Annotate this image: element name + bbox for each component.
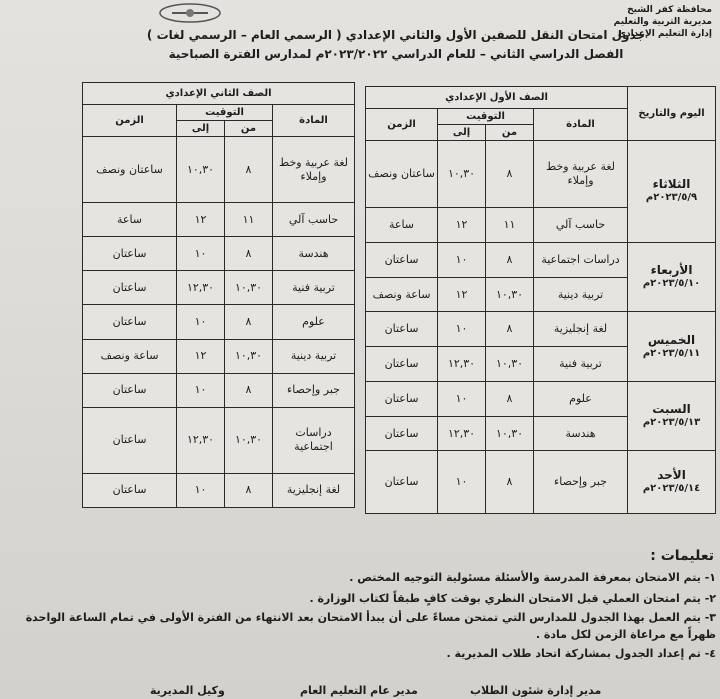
subject-cell: حاسب آلي (534, 208, 628, 243)
duration-cell: ساعتان (83, 407, 177, 473)
table-row (366, 381, 716, 416)
from-cell: ٨ (486, 381, 534, 416)
table-row (83, 137, 355, 203)
table-row (366, 312, 716, 347)
table-row (366, 141, 716, 208)
duration-cell: ساعة ونصف (366, 277, 438, 312)
table-row (83, 305, 355, 339)
day-cell: الأربعاء ٢٠٢٣/٥/١٠م (628, 242, 716, 312)
grade-label: الصف الثاني الإعدادي (83, 83, 355, 105)
subject-cell: حاسب آلي (273, 203, 355, 237)
duration-cell: ساعتان (366, 416, 438, 451)
table-row (83, 237, 355, 271)
from-cell: ١٠,٣٠ (486, 347, 534, 382)
duration-cell: ساعتان (366, 381, 438, 416)
to-cell: ١٢,٣٠ (177, 407, 225, 473)
signature-middle: مدير عام التعليم العام (300, 684, 418, 697)
subject-cell: علوم (534, 381, 628, 416)
instruction-item: ٢- يتم امتحان العملي قبل الامتحان النظري بوقت كافٍ طبقاً لكتاب الوزارة . (309, 592, 716, 605)
duration-cell: ساعتان (83, 473, 177, 507)
from-cell: ١٠,٣٠ (486, 277, 534, 312)
duration-cell: ساعة (83, 203, 177, 237)
subject-cell: تربية دينية (534, 277, 628, 312)
to-cell: ١٢,٣٠ (177, 271, 225, 305)
title-line-2: الفصل الدراسي الثاني – للعام الدراسي ٢٠٢٣/٢٠٢٢م لمدارس الفترة الصباحية (168, 47, 624, 61)
from-cell: ٨ (225, 305, 273, 339)
to-cell: ١٢ (177, 203, 225, 237)
col-to-header: إلى (177, 121, 225, 137)
col-timing-header: التوقيت (177, 105, 273, 121)
from-cell: ١١ (225, 203, 273, 237)
instructions-section (4, 546, 716, 664)
grade2-schedule-table (82, 82, 355, 508)
org-line: محافظة كفر الشيخ (627, 5, 712, 15)
table-row (366, 451, 716, 514)
to-cell: ١٠ (177, 373, 225, 407)
from-cell: ١٠,٣٠ (486, 416, 534, 451)
instruction-item: ٣- يتم العمل بهذا الجدول للمدارس التي تمتحن مساءً على أن يبدأ الامتحان بعد الانتهاء من الفترة الأولى في تمام الساعة الواحدة ظهراً مع مراعاة الزمن لكل مادة . (25, 611, 716, 641)
day-cell: الثلاثاء ٢٠٢٣/٥/٩م (628, 141, 716, 243)
table-row (83, 473, 355, 507)
to-cell: ١٢ (438, 277, 486, 312)
grade1-schedule-table (365, 86, 716, 514)
duration-cell: ساعة ونصف (83, 339, 177, 373)
duration-cell: ساعة (366, 208, 438, 243)
document-title (76, 26, 716, 64)
subject-cell: لغة عربية وخط وإملاء (273, 137, 355, 203)
col-day-header: اليوم والتاريخ (628, 87, 716, 141)
col-duration-header: الزمن (366, 109, 438, 141)
from-cell: ٨ (225, 137, 273, 203)
to-cell: ١٠ (177, 305, 225, 339)
table-row (366, 242, 716, 277)
to-cell: ١٠,٣٠ (177, 137, 225, 203)
org-line: مديرية التربية والتعليم (613, 17, 712, 27)
to-cell: ١٠ (438, 242, 486, 277)
grade-label: الصف الأول الإعدادي (366, 87, 628, 109)
duration-cell: ساعتان (366, 242, 438, 277)
from-cell: ١٠,٣٠ (225, 407, 273, 473)
subject-cell: علوم (273, 305, 355, 339)
subject-cell: هندسة (273, 237, 355, 271)
from-cell: ٨ (486, 141, 534, 208)
to-cell: ١٢,٣٠ (438, 347, 486, 382)
duration-cell: ساعتان (83, 271, 177, 305)
duration-cell: ساعتان (83, 237, 177, 271)
signature-left: وكيل المديرية (150, 684, 225, 697)
table-row (83, 271, 355, 305)
signature-right: مدير إدارة شئون الطلاب (470, 684, 602, 697)
to-cell: ١٢,٣٠ (438, 416, 486, 451)
instructions-heading: تعليمات : (650, 548, 714, 564)
col-subject-header: المادة (273, 105, 355, 137)
col-to-header: إلى (438, 125, 486, 141)
from-cell: ١٠,٣٠ (225, 271, 273, 305)
subject-cell: تربية فنية (534, 347, 628, 382)
col-from-header: من (225, 121, 273, 137)
duration-cell: ساعتان (83, 373, 177, 407)
to-cell: ١٠,٣٠ (438, 141, 486, 208)
to-cell: ١٠ (438, 381, 486, 416)
subject-cell: دراسات اجتماعية (273, 407, 355, 473)
table-row (83, 407, 355, 473)
from-cell: ١١ (486, 208, 534, 243)
subject-cell: لغة إنجليزية (273, 473, 355, 507)
instruction-item: ٤- تم إعداد الجدول بمشاركة اتحاد طلاب المديرية . (446, 647, 716, 660)
subject-cell: تربية فنية (273, 271, 355, 305)
from-cell: ٨ (225, 237, 273, 271)
duration-cell: ساعتان ونصف (83, 137, 177, 203)
subject-cell: جبر وإحصاء (273, 373, 355, 407)
table-row (83, 203, 355, 237)
to-cell: ١٠ (177, 473, 225, 507)
to-cell: ١٢ (438, 208, 486, 243)
from-cell: ٨ (225, 473, 273, 507)
from-cell: ٨ (225, 373, 273, 407)
from-cell: ٨ (486, 242, 534, 277)
col-from-header: من (486, 125, 534, 141)
subject-cell: هندسة (534, 416, 628, 451)
day-cell: الخميس ٢٠٢٣/٥/١١م (628, 312, 716, 382)
day-cell: الأحد ٢٠٢٣/٥/١٤م (628, 451, 716, 514)
table-row (83, 339, 355, 373)
subject-cell: جبر وإحصاء (534, 451, 628, 514)
instruction-item: ١- يتم الامتحان بمعرفة المدرسة والأسئلة مسئولية التوجيه المختص . (349, 571, 716, 584)
day-cell: السبت ٢٠٢٣/٥/١٣م (628, 381, 716, 451)
from-cell: ٨ (486, 312, 534, 347)
to-cell: ١٠ (177, 237, 225, 271)
org-line: إدارة التعليم الإعدادي (617, 29, 712, 39)
title-line-1: جدول امتحان النقل للصفين الأول والثاني الإعدادي ( الرسمي العام – الرسمي لغات ) (146, 28, 646, 42)
col-subject-header: المادة (534, 109, 628, 141)
duration-cell: ساعتان (366, 347, 438, 382)
from-cell: ٨ (486, 451, 534, 514)
table-row (83, 373, 355, 407)
subject-cell: لغة إنجليزية (534, 312, 628, 347)
col-duration-header: الزمن (83, 105, 177, 137)
subject-cell: لغة عربية وخط وإملاء (534, 141, 628, 208)
subject-cell: تربية دينية (273, 339, 355, 373)
to-cell: ١٠ (438, 312, 486, 347)
ministry-logo-icon (150, 0, 230, 26)
to-cell: ١٢ (177, 339, 225, 373)
from-cell: ١٠,٣٠ (225, 339, 273, 373)
subject-cell: دراسات اجتماعية (534, 242, 628, 277)
to-cell: ١٠ (438, 451, 486, 514)
duration-cell: ساعتان (366, 451, 438, 514)
duration-cell: ساعتان (366, 312, 438, 347)
col-timing-header: التوقيت (438, 109, 534, 125)
duration-cell: ساعتان ونصف (366, 141, 438, 208)
duration-cell: ساعتان (83, 305, 177, 339)
